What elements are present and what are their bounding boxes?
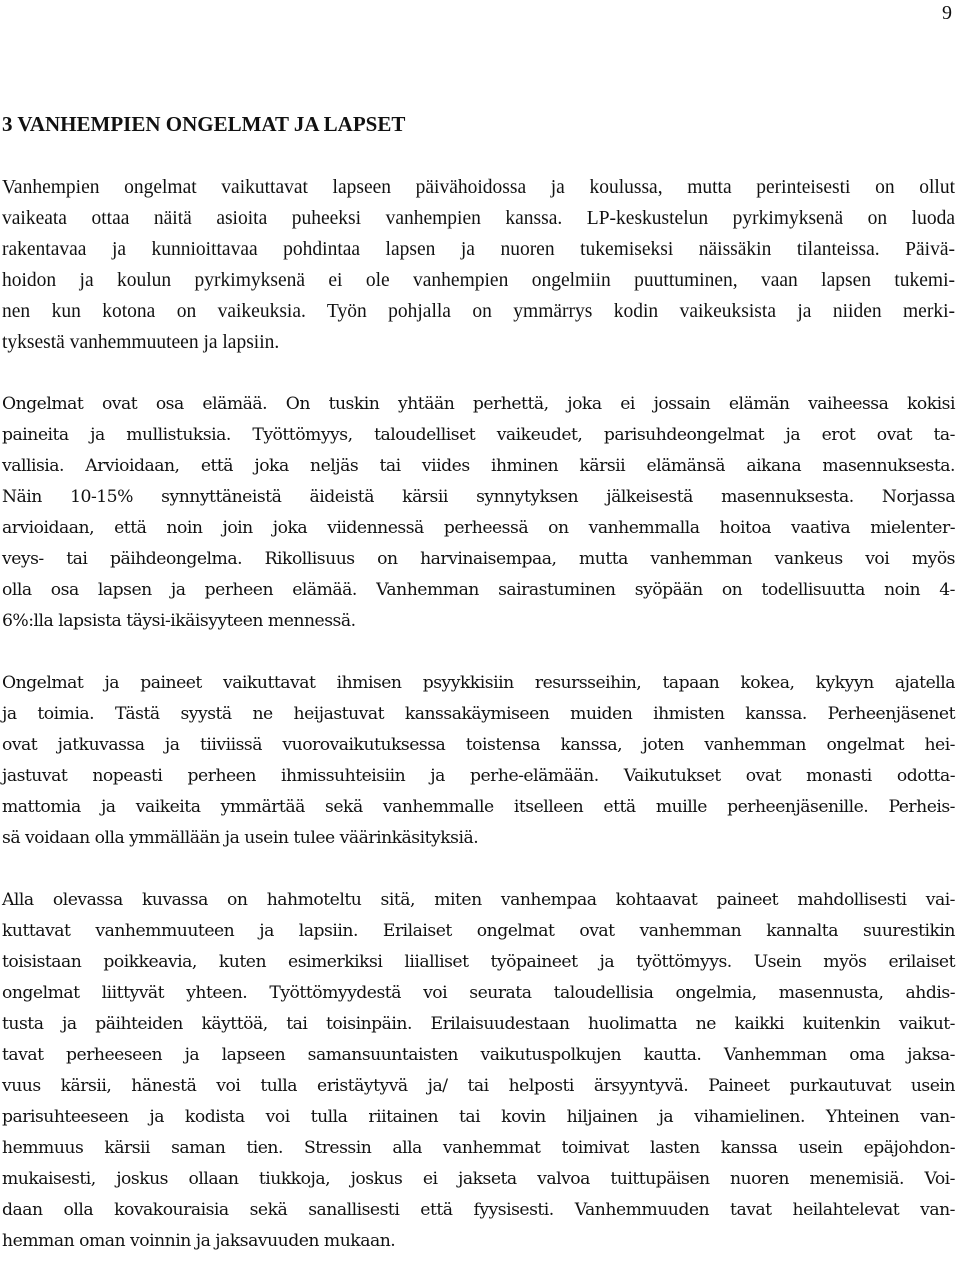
paragraph-4 xyxy=(2,885,955,1257)
text-line: ongelmat liittyvät yhteen. Työttömyydestä voi seurata taloudellisia ongelmia, masennusta, ahdis- xyxy=(2,983,955,1003)
text-line: Ongelmat ja paineet vaikuttavat ihmisen psyykkisiin resursseihin, tapaan kokea, kykyyn ajatella xyxy=(2,673,955,693)
text-line: paineita ja mullistuksia. Työttömyys, taloudelliset vaikeudet, parisuhdeongelmat ja erot ovat ta- xyxy=(2,425,955,445)
text-line: arvioidaan, että noin join joka viidennessä perheessä on vanhemmalla hoitoa vaativa mielenter- xyxy=(2,518,955,538)
text-line: Vanhempien ongelmat vaikuttavat lapseen päivähoidossa ja koulussa, mutta perinteisesti on ollut xyxy=(2,177,955,198)
text-line: ovat jatkuvassa ja tiiviissä vuorovaikutuksessa toistensa kanssa, joten vanhemman ongelmat hei- xyxy=(2,735,955,755)
text-line: tavat perheeseen ja lapseen samansuuntaisten vaikutuspolkujen kautta. Vanhemman oma jaksa- xyxy=(2,1045,955,1065)
paragraph-1 xyxy=(2,172,955,358)
text-line: nen kun kotona on vaikeuksia. Työn pohjalla on ymmärrys kodin vaikeuksista ja niiden merki- xyxy=(2,301,955,322)
text-line: vaikeata ottaa näitä asioita puheeksi vanhempien kanssa. LP-keskustelun pyrkimyksenä on luoda xyxy=(2,208,955,229)
document-body xyxy=(2,172,955,1288)
text-line: tusta ja päihteiden käyttöä, tai toisinpäin. Erilaisuudestaan huolimatta ne kaikki kuitenkin vaikut- xyxy=(2,1014,955,1034)
text-line: Ongelmat ovat osa elämää. On tuskin yhtään perhettä, joka ei jossain elämän vaiheessa kokisi xyxy=(2,394,955,414)
text-line: daan olla kovakouraisia sekä sanallisesti että fyysisesti. Vanhemmuuden tavat heilahtelevat van- xyxy=(2,1200,955,1220)
text-line: mukaisesti, joskus ollaan tiukkoja, joskus ei jakseta valvoa tuittupäisen nuoren menemisiä. Voi- xyxy=(2,1169,955,1189)
paragraph-3 xyxy=(2,668,955,854)
text-line: hemmuus kärsii saman tien. Stressin alla vanhemmat toimivat lasten kanssa usein epäjohdon- xyxy=(2,1138,955,1158)
text-line: veys- tai päihdeongelma. Rikollisuus on harvinaisempaa, mutta vanhemman vankeus voi myös xyxy=(2,549,955,569)
section-heading: 3 VANHEMPIEN ONGELMAT JA LAPSET xyxy=(2,112,406,136)
text-line: vallisia. Arvioidaan, että joka neljäs tai viides ihminen kärsii elämänsä aikana masennuksesta. xyxy=(2,456,955,476)
text-line: ja toimia. Tästä syystä ne heijastuvat kanssakäymiseen muiden ihmisten kanssa. Perheenjäsenet xyxy=(2,704,955,724)
text-line: tyksestä vanhemmuuteen ja lapsiin. xyxy=(2,332,280,353)
text-line: Näin 10-15% synnyttäneistä äideistä kärsii synnytyksen jälkeisestä masennuksesta. Norjassa xyxy=(2,487,955,507)
text-line: hemman oman voinnin ja jaksavuuden mukaan. xyxy=(2,1231,396,1251)
text-line: Alla olevassa kuvassa on hahmoteltu sitä, miten vanhempaa kohtaavat paineet mahdollisesti vai- xyxy=(2,890,955,910)
text-line: olla osa lapsen ja perheen elämää. Vanhemman sairastuminen syöpään on todellisuutta noin 4- xyxy=(2,580,955,600)
text-line: hoidon ja koulun pyrkimyksenä ei ole vanhempien ongelmiin puuttuminen, vaan lapsen tukemi- xyxy=(2,270,955,291)
text-line: rakentavaa ja kunnioittavaa pohdintaa lapsen ja nuoren tukemiseksi näissäkin tilanteissa. Päivä- xyxy=(2,239,955,260)
text-line: 6%:lla lapsista täysi-ikäisyyteen mennessä. xyxy=(2,611,356,631)
page-number: 9 xyxy=(942,2,952,24)
text-line: vuus kärsii, hänestä voi tulla eristäytyvä ja/ tai helposti ärsyyntyvä. Paineet purkautuvat usein xyxy=(2,1076,955,1096)
text-line: parisuhteeseen ja kodista voi tulla riitainen tai kovin hiljainen ja vihamielinen. Yhteinen van- xyxy=(2,1107,955,1127)
text-line: jastuvat nopeasti perheen ihmissuhteisiin ja perhe-elämään. Vaikutukset ovat monasti odotta- xyxy=(2,766,955,786)
paragraph-2 xyxy=(2,389,955,637)
text-line: toisistaan poikkeavia, kuten esimerkiksi liialliset työpaineet ja työttömyys. Usein myös erilaiset xyxy=(2,952,955,972)
text-line: kuttavat vanhemmuuteen ja lapsiin. Erilaiset ongelmat ovat vanhemman kannalta suurestikin xyxy=(2,921,955,941)
text-line: mattomia ja vaikeita ymmärtää sekä vanhemmalle itselleen että muille perheenjäsenille. Perheis- xyxy=(2,797,955,817)
text-line: sä voidaan olla ymmällään ja usein tulee väärinkäsityksiä. xyxy=(2,828,479,848)
